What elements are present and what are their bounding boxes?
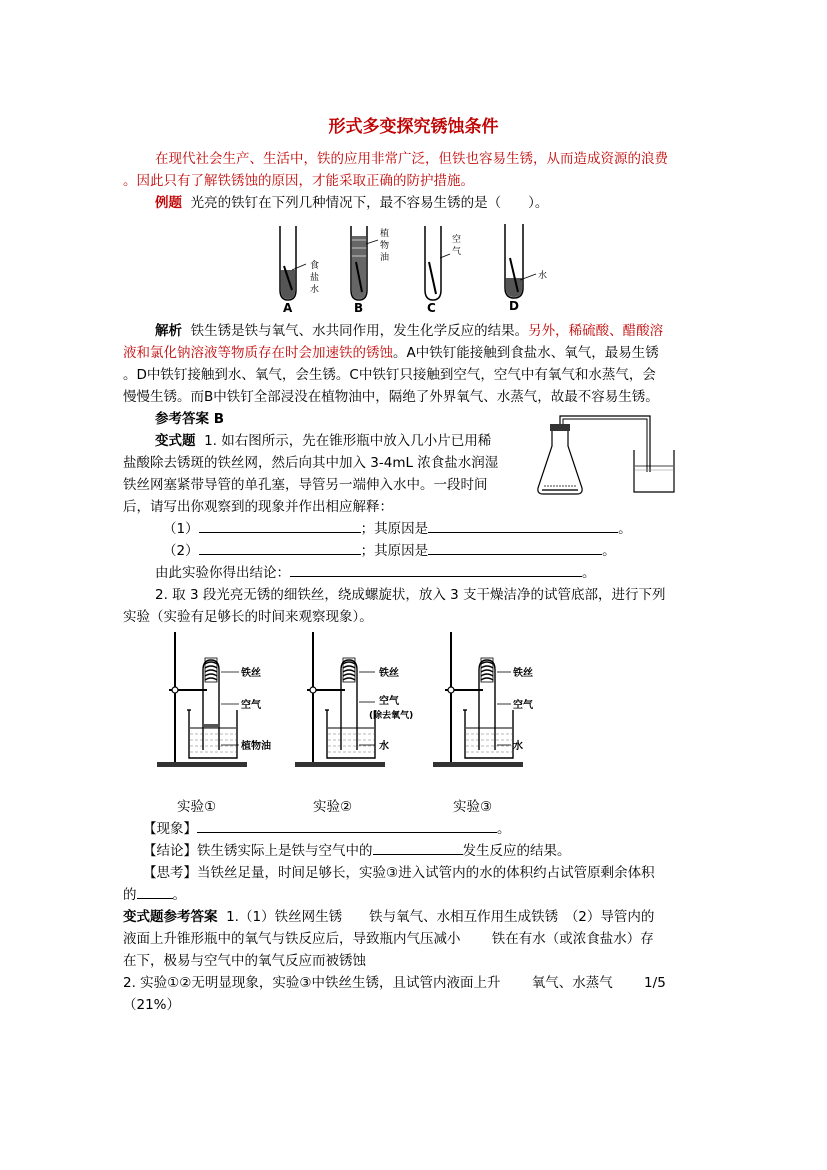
- variant-answer-text-1: 1.（1）铁丝网生锈 铁与氧气、水相互作用生成铁锈 （2）导管内的: [226, 909, 655, 925]
- think-text-2: 的: [123, 887, 137, 903]
- tube-a-liquid-char-3: 水: [310, 285, 320, 295]
- think-period: 。: [172, 887, 186, 903]
- conclusion-fill-blank[interactable]: [373, 840, 463, 855]
- conclusion-row: [155, 561, 596, 581]
- tube-b-liquid-char-1: 植: [380, 229, 390, 239]
- phenomenon-row: [143, 817, 511, 837]
- think-blank[interactable]: [137, 884, 173, 899]
- blank-row-2: [163, 539, 616, 559]
- analysis-label: 解析: [155, 323, 182, 339]
- intro-line-2: 。因此只有了解铁锈蚀的原因，才能采取正确的防护措施。: [123, 173, 474, 189]
- tube-a: [280, 226, 306, 300]
- tube-c-letter: C: [427, 301, 436, 315]
- tube-b: [351, 226, 378, 300]
- variant-q1-line-1: [155, 429, 491, 449]
- tube-c-gas-char-2: 气: [452, 247, 462, 257]
- example-question: [155, 191, 548, 211]
- blank-1-observation[interactable]: [199, 518, 361, 533]
- analysis-text-2-red: 液和氯化钠溶液等物质存在时会加速铁的锈蚀: [123, 345, 393, 361]
- exp-name-2: 实验②: [313, 799, 353, 815]
- variant-answer-line-5: （21%）: [123, 997, 181, 1013]
- think-row-2: [123, 883, 186, 903]
- variant-answer-line-2: 液面上升锥形瓶中的氧气与铁反应后，导致瓶内气压减小 铁在有水（或浓食盐水）存: [123, 931, 654, 947]
- tube-b-liquid-label: [380, 227, 392, 263]
- tube-d-liquid-label: 水: [538, 271, 548, 281]
- conclusion-period: 。: [582, 565, 596, 581]
- think-text-1: 当铁丝足量，时间足够长，实验③进入试管内的水的体积约占试管原剩余体积: [197, 865, 655, 881]
- exp3-air-label: 空气: [513, 700, 533, 711]
- experiment-1-apparatus: [157, 632, 247, 767]
- exp2-air-note: (除去氧气): [369, 711, 414, 721]
- analysis-line-1: [155, 319, 663, 339]
- phenomenon-blank[interactable]: [197, 818, 497, 833]
- tube-b-letter: B: [354, 301, 364, 315]
- example-question-text: 光亮的铁钉在下列几种情况下，最不容易生锈的是（ ）。: [190, 195, 549, 211]
- phenomenon-label: 【现象】: [143, 821, 197, 837]
- variant-q2-line-2: 实验（实验有足够长的时间来观察现象）。: [123, 609, 373, 625]
- tube-b-liquid-char-3: 油: [380, 253, 390, 263]
- analysis-text-1-red: 另外，稀硫酸、醋酸溶: [528, 323, 664, 339]
- variant-answer-line-3: 在下，极易与空气中的氧气反应而被锈蚀: [123, 953, 366, 969]
- blank-1-reason[interactable]: [428, 518, 618, 533]
- tube-b-liquid-char-2: 物: [380, 241, 390, 251]
- exp1-air-label: 空气: [241, 700, 261, 711]
- analysis-line-2: [123, 341, 659, 361]
- tube-a-liquid-char-2: 盐: [310, 273, 320, 283]
- experiments-figure: [155, 630, 575, 775]
- exp1-wire-label: 铁丝: [241, 668, 261, 679]
- tube-c: [425, 226, 450, 300]
- variant-answer-line-4: 2. 实验①②无明显现象，实验③中铁丝生锈，且试管内液面上升 氧气、水蒸气 1/5: [123, 975, 666, 991]
- flask-apparatus-figure: [530, 410, 690, 500]
- tube-a-liquid-label: [310, 259, 322, 295]
- tube-a-letter: A: [283, 301, 293, 315]
- think-row-1: [143, 861, 655, 881]
- blank-1-period: 。: [618, 521, 632, 537]
- page-title: 形式多变探究锈蚀条件: [328, 117, 499, 137]
- test-tubes-figure: [270, 218, 570, 318]
- variant-answer-line-1: [123, 905, 654, 925]
- variant-q1-line-3: 铁丝网塞紧带导管的单孔塞，导管另一端伸入水中。一段时间: [123, 477, 488, 493]
- blank-row-1: [163, 517, 632, 537]
- tube-d: [505, 224, 536, 298]
- exp2-water-label: 水: [379, 741, 389, 752]
- exp2-wire-label: 铁丝: [379, 668, 399, 679]
- conclusion-fill-text-2: 发生反应的结果。: [462, 843, 571, 859]
- blank-2-number: （2）: [163, 543, 199, 559]
- exp-name-1: 实验①: [177, 799, 217, 815]
- reference-answer-value: B: [213, 411, 224, 427]
- analysis-line-4: 慢慢生锈。而B中铁钉全部浸没在植物油中，隔绝了外界氧气、水蒸气，故最不容易生锈。: [123, 389, 659, 405]
- example-label: 例题: [155, 195, 182, 211]
- conclusion-prompt: 由此实验你得出结论：: [155, 565, 290, 581]
- blank-1-reason-label: ；其原因是: [360, 521, 429, 537]
- exp3-wire-label: 铁丝: [513, 668, 533, 679]
- tube-c-gas-label: [452, 233, 464, 257]
- analysis-line-3: 。D中铁钉接触到水、氧气，会生锈。C中铁钉只接触到空气，空气中有氧气和水蒸气，会: [123, 367, 656, 383]
- conclusion-blank[interactable]: [290, 562, 582, 577]
- intro-line-1: 在现代社会生产、生活中，铁的应用非常广泛，但铁也容易生锈，从而造成资源的浪费: [155, 151, 668, 167]
- exp2-air-label: 空气: [379, 696, 399, 707]
- exp-name-3: 实验③: [453, 799, 493, 815]
- variant-label: 变式题: [155, 433, 196, 449]
- experiment-3-apparatus: [433, 632, 523, 767]
- blank-2-period: 。: [602, 543, 616, 559]
- variant-q1-line-4: 后，请写出你观察到的现象并作出相应解释：: [123, 499, 393, 515]
- experiment-2-apparatus: [295, 632, 385, 767]
- blank-2-reason-label: ；其原因是: [360, 543, 429, 559]
- variant-q1-line-2: 盐酸除去锈斑的铁丝网，然后向其中加入 3-4mL 浓食盐水润湿: [123, 455, 499, 471]
- variant-answer-label: 变式题参考答案: [123, 909, 218, 925]
- conclusion-fill-label: 【结论】: [143, 843, 197, 859]
- variant-q1-text-1: 1. 如右图所示，先在锥形瓶中放入几小片已用稀: [204, 433, 492, 449]
- reference-answer: [155, 407, 224, 427]
- blank-1-number: （1）: [163, 521, 199, 537]
- phenomenon-period: 。: [497, 821, 511, 837]
- tube-d-letter: D: [509, 299, 519, 313]
- conclusion-fill-text-1: 铁生锈实际上是铁与空气中的: [197, 843, 373, 859]
- exp1-oil-label: 植物油: [241, 741, 271, 752]
- blank-2-reason[interactable]: [428, 540, 602, 555]
- reference-answer-label: 参考答案: [155, 411, 209, 427]
- variant-q2-line-1: 2. 取 3 段光亮无锈的细铁丝，绕成螺旋状，放入 3 支干燥洁净的试管底部，进行下列: [155, 587, 666, 603]
- exp3-water-label: 水: [513, 741, 523, 752]
- tube-c-gas-char-1: 空: [452, 235, 462, 245]
- analysis-text-2: 。A中铁钉能接触到食盐水、氧气，最易生锈: [393, 345, 659, 361]
- tube-a-liquid-char-1: 食: [310, 261, 320, 271]
- blank-2-observation[interactable]: [199, 540, 361, 555]
- think-label: 【思考】: [143, 865, 197, 881]
- conclusion-fill-row: [143, 839, 571, 859]
- analysis-text-1: 铁生锈是铁与氧气、水共同作用，发生化学反应的结果。: [190, 323, 529, 339]
